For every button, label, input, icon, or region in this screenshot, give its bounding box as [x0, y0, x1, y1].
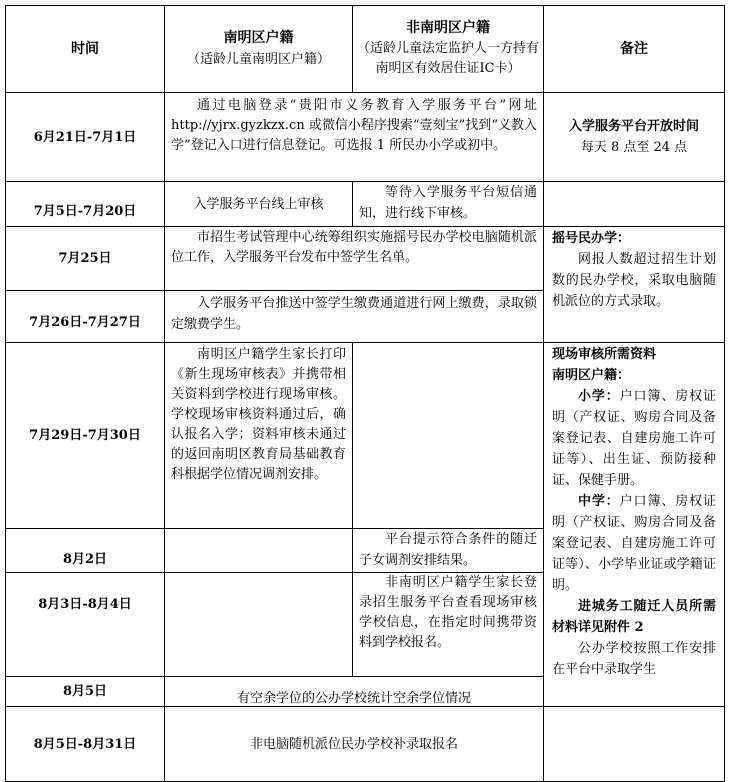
nanming-r2: 入学服务平台线上审核	[193, 196, 324, 212]
date-r2: 7月5日-7月20日	[33, 203, 137, 219]
date-r6: 8月2日	[62, 552, 108, 567]
materials-middle-text: 户口簿、房权证明（产权证、购房合同及备案登记表、自建房施工许可证等）、小学毕业证或学籍证明。	[552, 494, 716, 593]
non-r6: 平台提示符合条件的随迁子女调剂安排结果。	[359, 532, 537, 568]
date-r7: 8月3日-8月4日	[38, 597, 132, 612]
text-r4: 入学服务平台推送中签学生缴费通道进行网上缴费，录取锁定缴费学生。	[171, 296, 537, 332]
header-non-nanming	[353, 4, 543, 92]
materials-public: 公办学校按照工作安排在平台中录取学生	[552, 641, 716, 677]
remark-r1	[544, 93, 724, 181]
remark-r1-body: 每天 8 点至 24 点	[580, 140, 688, 155]
header-nanming-title: 南明区户籍	[223, 30, 294, 46]
date-r1: 6月21日-7月1日	[33, 129, 137, 145]
remark-materials	[544, 343, 724, 706]
date-r3: 7月25日	[58, 251, 112, 266]
date-r8: 8月5日	[62, 684, 108, 699]
text-r8: 有空余学位的公办学校统计空余学位情况	[236, 691, 471, 706]
remark-r3-title: 摇号民办学：	[552, 231, 631, 246]
non-r2: 等待入学服务平台短信通知，进行线下审核。	[359, 185, 537, 221]
materials-primary-text: 户口簿、房权证明（产权证、购房合同及备案登记表、自建房施工许可证等）、出生证、预防接种证、保健手册。	[552, 389, 716, 488]
materials-title: 现场审核所需资料	[552, 347, 657, 362]
non-r7: 非南明区户籍学生家长登录招生服务平台查看现场审核学校信息，在指定时间携带资料到学校报名。	[359, 575, 537, 650]
header-non-sub: （适龄儿童法定监护人一方持有南明区有效居住证IC卡）	[357, 40, 540, 76]
header-time: 时间	[71, 40, 99, 57]
nanming-r5: 南明区户籍学生家长打印《新生现场审核表》并携带相关资料到学校进行现场审核。学校现场审核资料通过后，确认报名入学；资料审核未通过的返回南明区教育局基础教育科根据学位情况调剂安排。	[171, 347, 346, 482]
remark-r3	[544, 228, 724, 342]
materials-migrant: 进城务工随迁人员所需材料详见附件 2	[552, 599, 716, 635]
date-r5: 7月29日-7月30日	[29, 428, 141, 443]
header-remark: 备注	[620, 40, 648, 57]
header-non-title: 非南明区户籍	[406, 19, 490, 36]
text-r3: 市招生考试管理中心统筹组织实施摇号民办学校电脑随机派位工作，入学服务平台发布中签学生名单。	[171, 230, 537, 265]
text-r1: 通过电脑登录“贵阳市义务教育入学服务平台”网址 http://yjrx.gyzkzx.cn 或微信小程序搜索“壹刻宝”找到“义教入学”登记入口进行信息登记。可选报 1 所民办小学或初中。	[171, 98, 537, 153]
date-r4: 7月26日-7月27日	[29, 315, 141, 330]
remark-r3-body: 网报人数超过招生计划数的民办学校，采取电脑随机派位的方式录取。	[552, 252, 716, 309]
materials-nm-title: 南明区户籍：	[552, 368, 631, 383]
header-nanming	[165, 6, 352, 92]
materials-middle	[552, 491, 716, 596]
header-nanming-sub: （适龄儿童南明区户籍）	[186, 52, 330, 67]
materials-primary	[552, 386, 716, 491]
materials-middle-label: 中学：	[578, 494, 620, 509]
text-r9: 非电脑随机派位民办学校补录取报名	[249, 736, 458, 752]
materials-primary-label: 小学：	[578, 389, 620, 404]
date-r9: 8月5日-8月31日	[33, 736, 137, 752]
remark-r1-title: 入学服务平台开放时间	[568, 119, 699, 134]
